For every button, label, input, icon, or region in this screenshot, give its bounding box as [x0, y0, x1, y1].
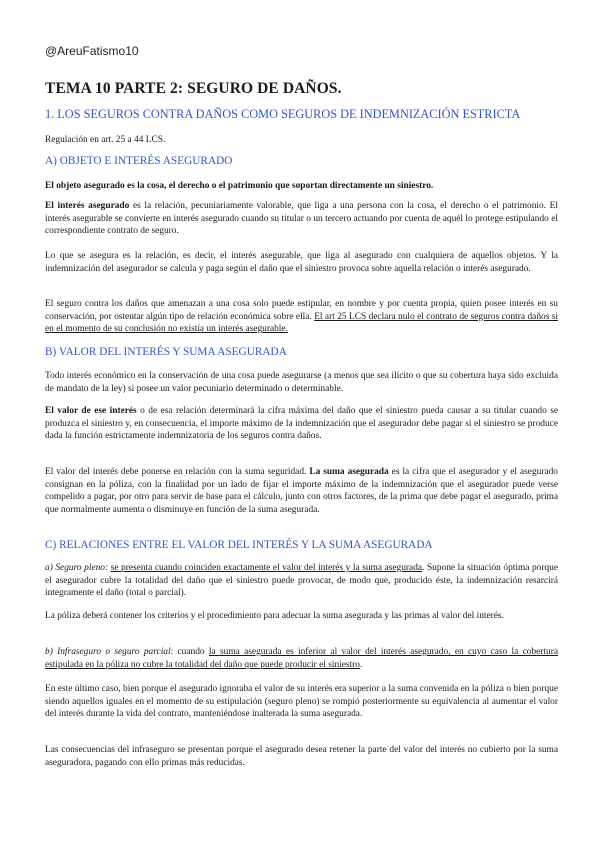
paragraph-poliza: La póliza deberá contener los criterios y el procedimiento para adecuar la suma asegurada y las primas al valor del interés.	[45, 611, 504, 621]
paragraph-seguro-pleno	[45, 562, 558, 600]
underlined-art25: El art 25 LCS declara nulo el contrato de seguros contra daños si en el momento de su conclusión no existía un interés asegurable.	[45, 311, 558, 335]
underlined-seguro-pleno: se presenta cuando coinciden exactamente el valor del interés y la suma asegurada	[110, 563, 423, 573]
paragraph-text: El valor del interés debe ponerse en relación con la suma seguridad.	[45, 467, 310, 477]
author-handle: @AreuFatismo10	[45, 44, 139, 58]
paragraph-consecuencias: Las consecuencias del infraseguro se presentan porque el asegurado desea retener la parte del valor del interés no cubierto por la suma aseguradora, pagando con ello primas más reducidas.	[45, 745, 558, 768]
heading-valor-interes: B) VALOR DEL INTERÉS Y SUMA ASEGURADA	[45, 346, 287, 358]
paragraph-interes-economico: Todo interés económico en la conservación de una cosa puede asegurarse (a menos que sea ilícito o que su cobertura haya sido excluida de mandato de la ley) si posee un valor pecuniario determinado o determinable.	[45, 371, 558, 394]
paragraph-objeto-asegurado: El objeto asegurado es la cosa, el derecho o el patrimonio que soportan directamente un siniestro.	[45, 181, 434, 191]
paragraph-text: : cuando	[170, 647, 209, 657]
paragraph-relacion: Lo que se asegura es la relación, es decir, el interés asegurable, que liga al asegurado con cualquiera de aquellos objetos. Y la indemnización del asegurador se calcula y paga según el daño que el siniestro provoca sobre aquella relación o interés asegurado.	[45, 251, 558, 274]
term-interes-asegurado: El interés asegurado	[45, 201, 130, 211]
term-suma-asegurada: La suma asegurada	[309, 467, 389, 477]
paragraph-text: El seguro contra los daños que amenazan a una cosa solo puede estipular, en nombre y por cuenta propia, quien posee interés en su conservación, por ostentar algún tipo de relación económica sobre ella.	[45, 299, 558, 322]
term-valor-interes: El valor de ese interés	[45, 406, 137, 416]
section-heading-1: 1. LOS SEGUROS CONTRA DAÑOS COMO SEGUROS DE INDEMNIZACIÓN ESTRICTA	[45, 107, 521, 121]
paragraph-text: . Supone la situación óptima porque el asegurador cubre la totalidad del daño que el siniestro puede provocar, de modo que, producido éste, la indemnización resarcirá íntegramente el daño (total o parcial).	[45, 563, 559, 599]
paragraph-text: es la relación, pecuniariamente valorable, que liga a una persona con la cosa, el derecho o el patrimonio. El interés asegurable se convierte en interés asegurado cuando su titular o un tercero actuando por cuenta de aquél lo protege estipulando el correspondiente contrato de seguro.	[45, 201, 558, 237]
underlined-infraseguro: la suma asegurada es inferior al valor del interés asegurado, en cuyo caso la cobertura estipulada en la póliza no cubre la totalidad del daño que puede producir el siniestro	[45, 647, 558, 670]
page-title: TEMA 10 PARTE 2: SEGURO DE DAÑOS.	[45, 80, 342, 97]
heading-objeto-interes: A) OBJETO E INTERÉS ASEGURADO	[45, 155, 233, 167]
paragraph-seguro-danos	[45, 298, 558, 336]
heading-relaciones: C) RELACIONES ENTRE EL VALOR DEL INTERÉS Y LA SUMA ASEGURADA	[45, 539, 433, 551]
paragraph-valor-interes	[45, 405, 558, 443]
paragraph-text: .	[360, 659, 363, 670]
paragraph-interes-asegurado	[45, 200, 558, 238]
label-seguro-pleno: a) Seguro pleno:	[45, 563, 109, 573]
label-infraseguro: b) Infraseguro o seguro parcial	[45, 647, 171, 657]
paragraph-text: o de esa relación determinará la cifra máxima del daño que el siniestro pueda causar a su titular cuando se produzca el siniestro y, en consecuencia, el importe máximo de la indemnización que el asegurador debe pagar si el siniestro se produce dada la función estrictamente indemnizatoria de los seguros contra daños.	[45, 406, 559, 442]
paragraph-ultimo-caso: En este último caso, bien porque el asegurado ignoraba el valor de su interés era superior a la suma convenida en la póliza o bien porque siendo aquellos iguales en el momento de su estipulación (seguro pleno) se rompió posteriormente su equivalencia al aumentar el valor del interés durante la vida del contrato, manteniéndose inalterada la suma asegurada.	[45, 684, 558, 720]
paragraph-text: es la cifra que el asegurador y el asegurado consignan en la póliza, con la finalidad por un lado de fijar el importe máximo de la indemnización que el asegurador puede verse compelido a pagar, por otro para servir de base para el cálculo, junto con otros factores, de la prima que debe pagar el asegurado, prima que normalmente aumenta o disminuye en función de la suma asegurada.	[45, 467, 558, 515]
regulation-paragraph: Regulación en art. 25 a 44 LCS.	[45, 135, 166, 145]
paragraph-infraseguro	[45, 646, 558, 671]
paragraph-suma-asegurada	[45, 466, 558, 516]
